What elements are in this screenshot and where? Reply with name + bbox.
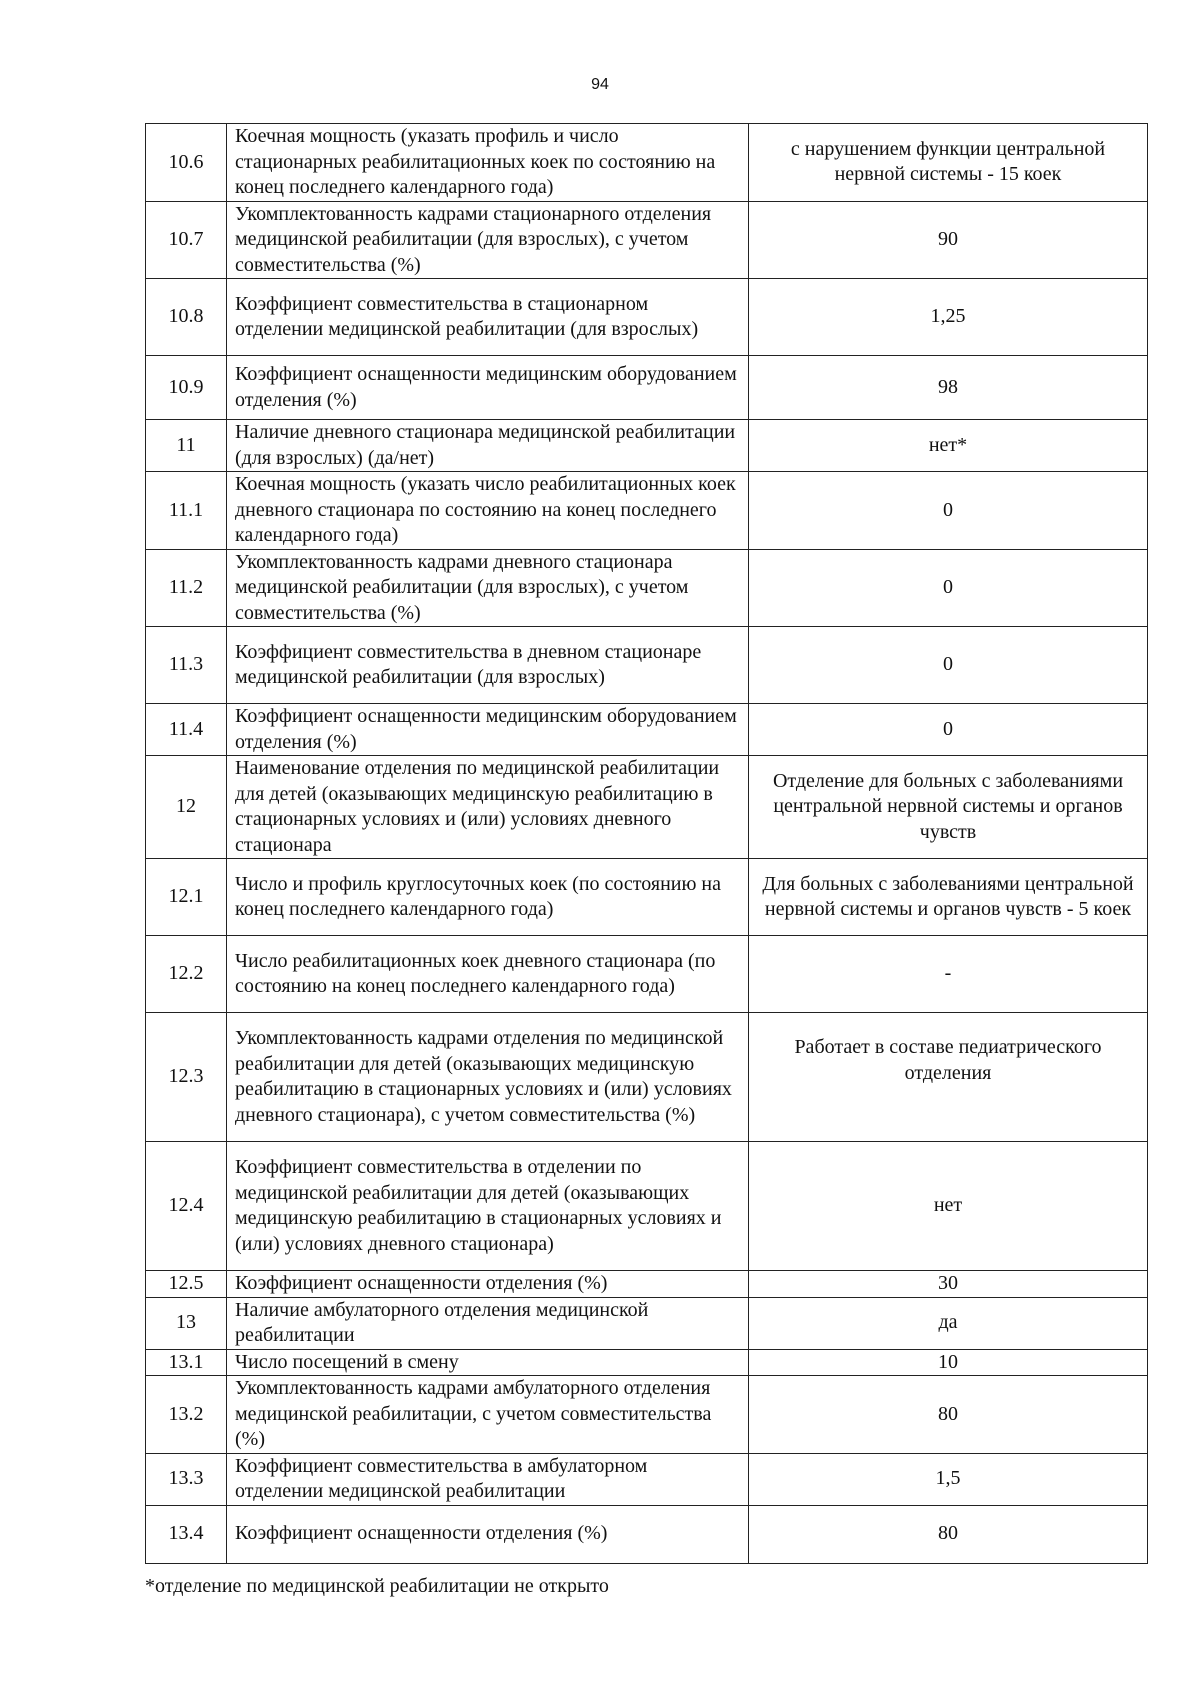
table-row bbox=[146, 1271, 1148, 1298]
row-number: 10.8 bbox=[146, 279, 227, 356]
row-value: 0 bbox=[749, 704, 1148, 756]
row-value: Работает в составе педиатрического отделения bbox=[749, 1013, 1148, 1142]
row-description: Коэффициент совместительства в амбулаторном отделении медицинской реабилитации bbox=[227, 1453, 749, 1505]
row-number: 10.6 bbox=[146, 124, 227, 202]
row-value: 1,25 bbox=[749, 279, 1148, 356]
row-value: 0 bbox=[749, 627, 1148, 704]
row-number: 13.3 bbox=[146, 1453, 227, 1505]
table-row bbox=[146, 420, 1148, 472]
row-value: 80 bbox=[749, 1376, 1148, 1454]
row-description: Число и профиль круглосуточных коек (по состоянию на конец последнего календарного года) bbox=[227, 859, 749, 936]
row-number: 11.1 bbox=[146, 472, 227, 550]
table-row bbox=[146, 1376, 1148, 1454]
row-number: 13 bbox=[146, 1297, 227, 1349]
table-row bbox=[146, 279, 1148, 356]
row-value: с нарушением функции центральной нервной системы - 15 коек bbox=[749, 124, 1148, 202]
table-row bbox=[146, 1349, 1148, 1376]
row-number: 11.3 bbox=[146, 627, 227, 704]
row-value: нет bbox=[749, 1142, 1148, 1271]
row-description: Наличие дневного стационара медицинской реабилитации (для взрослых) (да/нет) bbox=[227, 420, 749, 472]
row-description: Число посещений в смену bbox=[227, 1349, 749, 1376]
row-number: 11 bbox=[146, 420, 227, 472]
row-value: 90 bbox=[749, 201, 1148, 279]
table-body bbox=[146, 124, 1148, 1564]
row-description: Укомплектованность кадрами стационарного отделения медицинской реабилитации (для взрослых), с учетом совместительства (%) bbox=[227, 201, 749, 279]
row-value: Для больных с заболеваниями центральной нервной системы и органов чувств - 5 коек bbox=[749, 859, 1148, 936]
row-description: Коэффициент совместительства в отделении по медицинской реабилитации для детей (оказывающих медицинскую реабилитацию в стационарных условиях и (или) условиях дневного стационара) bbox=[227, 1142, 749, 1271]
row-number: 11.2 bbox=[146, 549, 227, 627]
table-row bbox=[146, 1453, 1148, 1505]
row-value: 30 bbox=[749, 1271, 1148, 1298]
row-value: 98 bbox=[749, 356, 1148, 420]
row-number: 12.5 bbox=[146, 1271, 227, 1298]
row-description: Коэффициент совместительства в дневном стационаре медицинской реабилитации (для взрослых) bbox=[227, 627, 749, 704]
row-number: 12 bbox=[146, 756, 227, 859]
row-value: Отделение для больных с заболеваниями центральной нервной системы и органов чувств bbox=[749, 756, 1148, 859]
row-value: 0 bbox=[749, 472, 1148, 550]
row-number: 12.3 bbox=[146, 1013, 227, 1142]
row-number: 13.2 bbox=[146, 1376, 227, 1454]
row-description: Коэффициент оснащенности отделения (%) bbox=[227, 1271, 749, 1298]
row-value: - bbox=[749, 936, 1148, 1013]
row-value: 80 bbox=[749, 1505, 1148, 1563]
row-description: Наименование отделения по медицинской реабилитации для детей (оказывающих медицинскую реабилитацию в стационарных условиях и (или) условиях дневного стационара bbox=[227, 756, 749, 859]
row-value: нет* bbox=[749, 420, 1148, 472]
table-row bbox=[146, 1142, 1148, 1271]
footnote: *отделение по медицинской реабилитации не открыто bbox=[145, 1575, 609, 1597]
row-number: 13.1 bbox=[146, 1349, 227, 1376]
table-row bbox=[146, 756, 1148, 859]
row-value: да bbox=[749, 1297, 1148, 1349]
table-row bbox=[146, 859, 1148, 936]
table-row bbox=[146, 704, 1148, 756]
table-row bbox=[146, 201, 1148, 279]
row-description: Укомплектованность кадрами амбулаторного отделения медицинской реабилитации, с учетом совместительства (%) bbox=[227, 1376, 749, 1454]
table-row bbox=[146, 356, 1148, 420]
data-table bbox=[145, 123, 1148, 1564]
row-number: 10.7 bbox=[146, 201, 227, 279]
row-description: Наличие амбулаторного отделения медицинской реабилитации bbox=[227, 1297, 749, 1349]
row-value: 0 bbox=[749, 549, 1148, 627]
row-description: Коечная мощность (указать число реабилитационных коек дневного стационара по состоянию на конец последнего календарного года) bbox=[227, 472, 749, 550]
table-row bbox=[146, 124, 1148, 202]
row-description: Укомплектованность кадрами дневного стационара медицинской реабилитации (для взрослых), с учетом совместительства (%) bbox=[227, 549, 749, 627]
row-description: Коэффициент оснащенности медицинским оборудованием отделения (%) bbox=[227, 704, 749, 756]
table-row bbox=[146, 1505, 1148, 1563]
row-description: Коэффициент оснащенности медицинским оборудованием отделения (%) bbox=[227, 356, 749, 420]
row-number: 12.2 bbox=[146, 936, 227, 1013]
row-description: Коэффициент совместительства в стационарном отделении медицинской реабилитации (для взрослых) bbox=[227, 279, 749, 356]
table-row bbox=[146, 936, 1148, 1013]
row-description: Коечная мощность (указать профиль и число стационарных реабилитационных коек по состоянию на конец последнего календарного года) bbox=[227, 124, 749, 202]
row-value: 1,5 bbox=[749, 1453, 1148, 1505]
table-row bbox=[146, 1297, 1148, 1349]
table-row bbox=[146, 549, 1148, 627]
row-number: 13.4 bbox=[146, 1505, 227, 1563]
row-number: 12.1 bbox=[146, 859, 227, 936]
table-row bbox=[146, 627, 1148, 704]
row-number: 12.4 bbox=[146, 1142, 227, 1271]
table-row bbox=[146, 472, 1148, 550]
row-description: Укомплектованность кадрами отделения по медицинской реабилитации для детей (оказывающих медицинскую реабилитацию в стационарных условиях и (или) условиях дневного стационара), с учетом совместительства (%) bbox=[227, 1013, 749, 1142]
row-number: 10.9 bbox=[146, 356, 227, 420]
row-description: Число реабилитационных коек дневного стационара (по состоянию на конец последнего календарного года) bbox=[227, 936, 749, 1013]
row-description: Коэффициент оснащенности отделения (%) bbox=[227, 1505, 749, 1563]
row-value: 10 bbox=[749, 1349, 1148, 1376]
row-number: 11.4 bbox=[146, 704, 227, 756]
page-number: 94 bbox=[591, 76, 609, 93]
table-row bbox=[146, 1013, 1148, 1142]
